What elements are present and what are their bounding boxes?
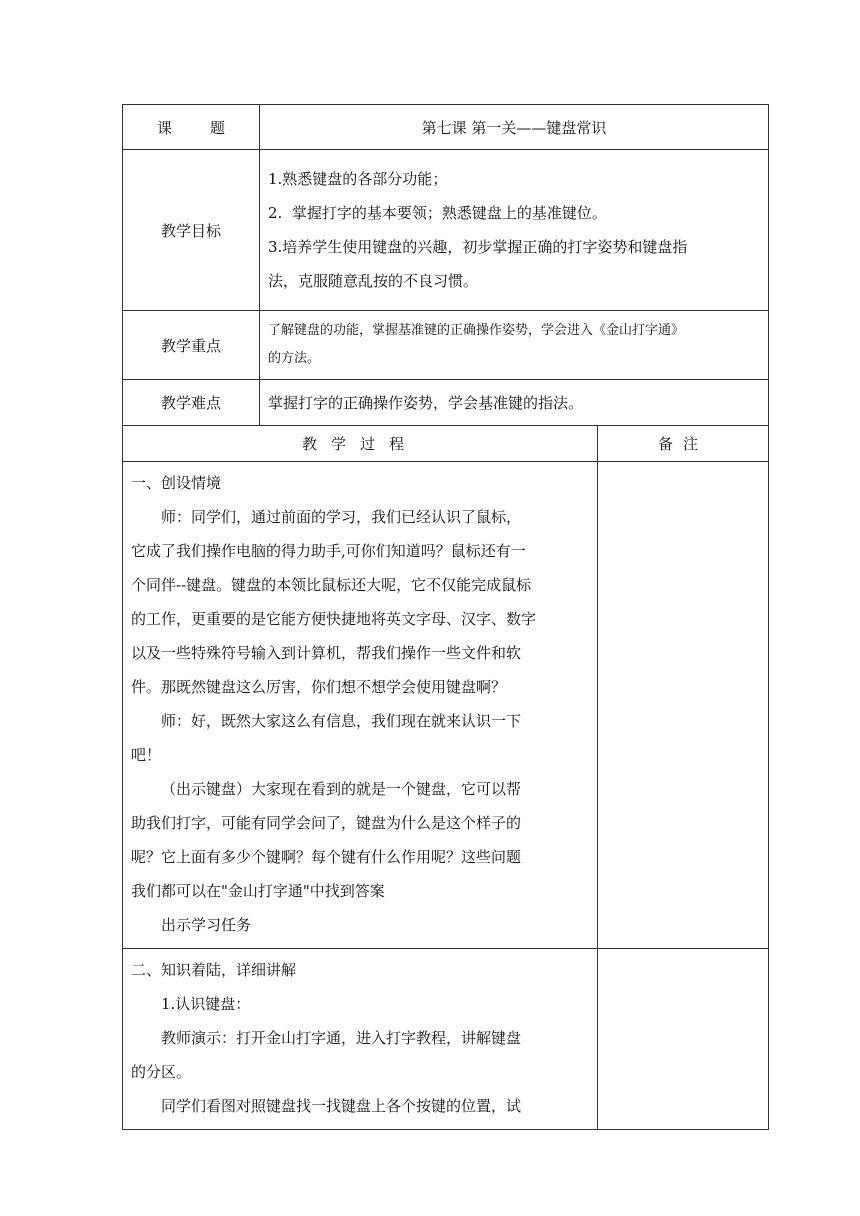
- objective-line: 1.熟悉键盘的各部分功能；: [268, 170, 448, 188]
- paragraph-line: 师：同学们，通过前面的学习，我们已经认识了鼠标，: [161, 508, 522, 526]
- section2-content: [123, 949, 598, 1130]
- title-label-cell: [123, 105, 260, 150]
- paragraph-line: 同学们看图对照键盘找一找键盘上各个按键的位置，试: [161, 1097, 522, 1115]
- paragraph-line: 呢？它上面有多少个键啊？每个键有什么作用呢？这些问题: [131, 848, 522, 866]
- difficulties-row: [123, 380, 769, 426]
- paragraph-line: 件。那既然键盘这么厉害，你们想不想学会使用键盘啊？: [131, 678, 507, 696]
- paragraph-line: 助我们打字，可能有同学会问了，键盘为什么是这个样子的: [131, 814, 522, 832]
- objective-line: 2. 掌握打字的基本要领；熟悉键盘上的基准键位。: [268, 204, 607, 222]
- paragraph-line: 1.认识键盘：: [161, 995, 251, 1013]
- paragraph-line: 的分区。: [131, 1063, 192, 1081]
- objectives-label: 教学目标: [123, 150, 260, 311]
- paragraph-line: 出示学习任务: [161, 916, 252, 934]
- notes-header: 备注: [598, 426, 769, 462]
- paragraph-line: 吧！: [131, 746, 162, 764]
- paragraph-line: 教师演示：打开金山打字通，进入打字教程，讲解键盘: [161, 1029, 522, 1047]
- key-points-label: 教学重点: [123, 311, 260, 380]
- paragraph-line: 以及一些特殊符号输入到计算机，帮我们操作一些文件和软: [131, 644, 522, 662]
- objectives-content: [260, 150, 769, 311]
- objectives-row: [123, 150, 769, 311]
- lesson-plan-table: [122, 104, 769, 1130]
- title-label-left: 课: [156, 118, 172, 137]
- paragraph-line: 师：好，既然大家这么有信息，我们现在就来认识一下: [161, 712, 522, 730]
- section1-content: [123, 462, 598, 949]
- key-points-content: [260, 311, 769, 380]
- title-row: [123, 105, 769, 150]
- paragraph-line: （出示键盘）大家现在看到的就是一个键盘，它可以帮: [161, 780, 522, 798]
- process-header-row: [123, 426, 769, 462]
- difficulties-label: 教学难点: [123, 380, 260, 426]
- title-label-right: 题: [210, 118, 226, 137]
- lesson-title: 第七课 第一关——键盘常识: [260, 105, 769, 150]
- key-points-row: [123, 311, 769, 380]
- key-point-line: 了解键盘的功能，掌握基准键的正确操作姿势，学会进入《金山打字通》: [268, 323, 685, 338]
- section1-notes: [598, 462, 769, 949]
- paragraph-line: 个同伴--键盘。键盘的本领比鼠标还大呢，它不仅能完成鼠标: [131, 576, 532, 594]
- objective-line: 3.培养学生使用键盘的兴趣，初步掌握正确的打字姿势和键盘指: [268, 238, 688, 256]
- paragraph-line: 的工作，更重要的是它能方便快捷地将英文字母、汉字、数字: [131, 610, 537, 628]
- section2-heading: 二、知识着陆，详细讲解: [131, 961, 297, 979]
- section1-heading: 一、创设情境: [131, 474, 222, 492]
- section2-row: [123, 949, 769, 1130]
- paragraph-line: 我们都可以在"金山打字通"中找到答案: [131, 882, 385, 900]
- process-header: 教学过程: [123, 426, 598, 462]
- section1-row: [123, 462, 769, 949]
- paragraph-line: 它成了我们操作电脑的得力助手,可你们知道吗？鼠标还有一: [131, 542, 526, 560]
- section2-notes: [598, 949, 769, 1130]
- objective-line: 法，克服随意乱按的不良习惯。: [268, 272, 479, 290]
- key-point-line: 的方法。: [268, 351, 321, 366]
- difficulties-content: 掌握打字的正确操作姿势，学会基准键的指法。: [260, 380, 769, 426]
